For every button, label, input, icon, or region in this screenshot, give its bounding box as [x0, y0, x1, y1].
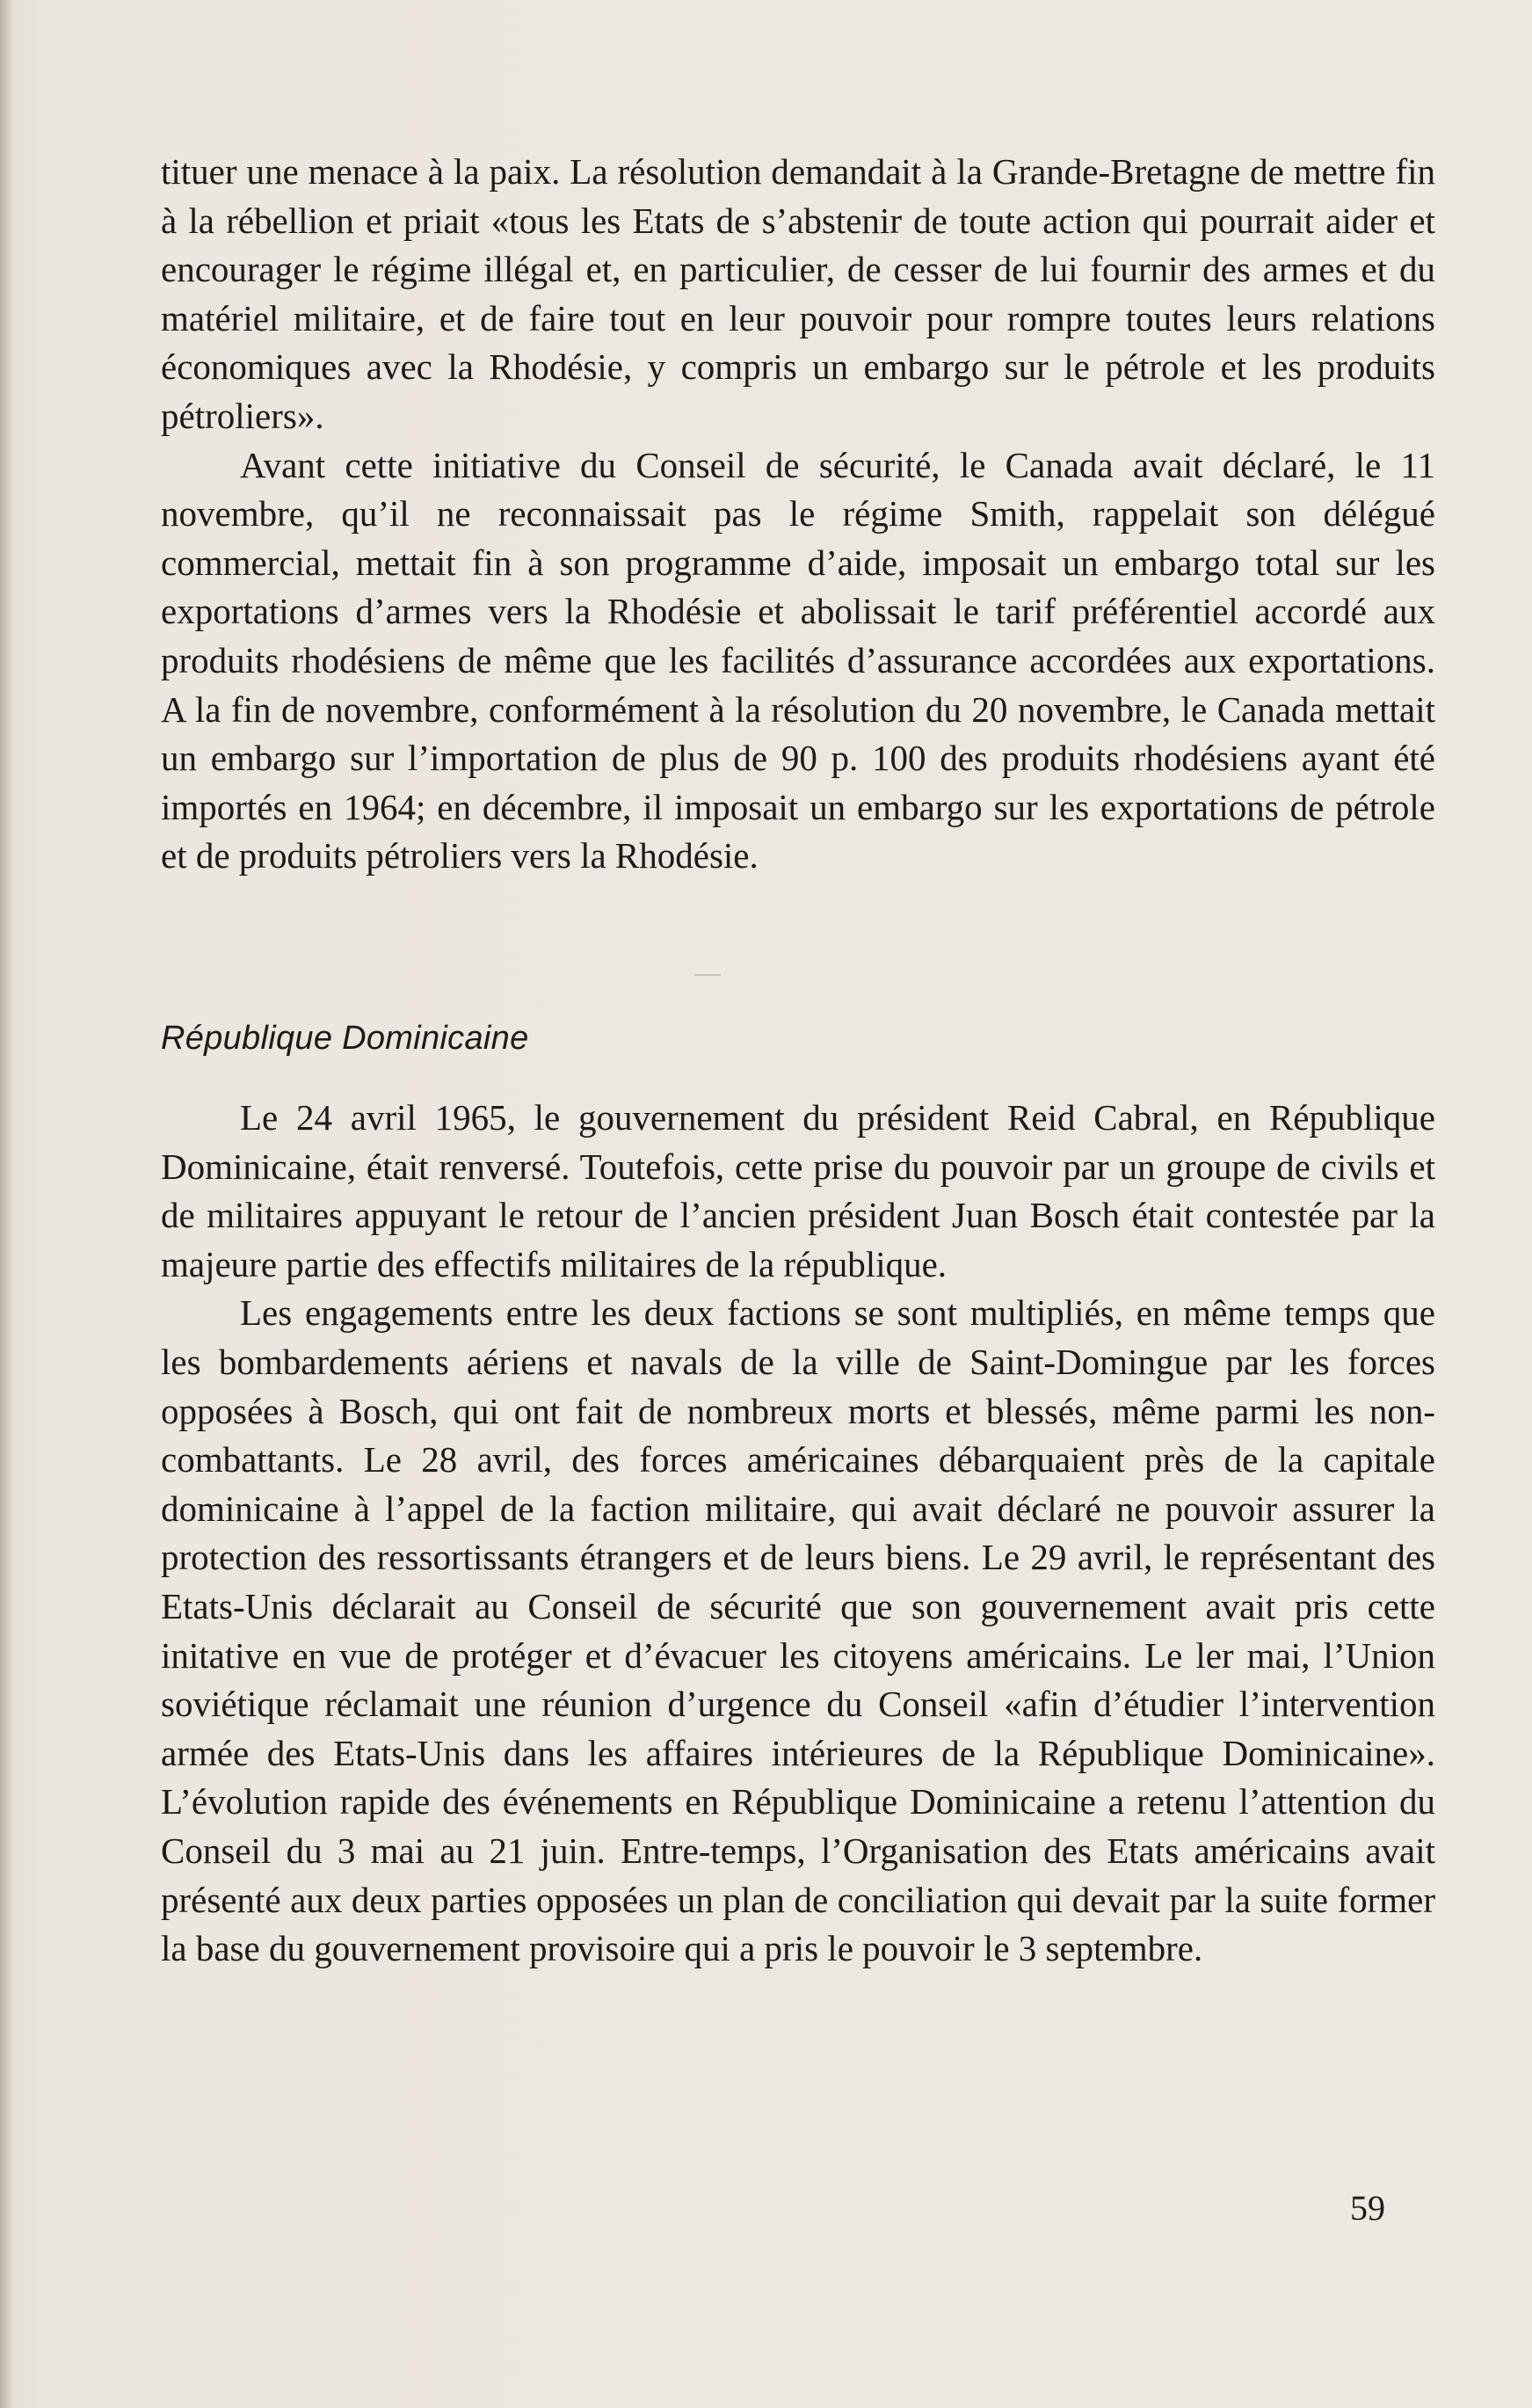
- body-text-top: [161, 148, 1435, 881]
- paragraph: Le 24 avril 1965, le gouvernement du président Reid Cabral, en République Dominicaine, était renversé. Toutefois, cette prise du pouvoir par un groupe de civils et de militaires appuyant le retour de l’ancien président Juan Bosch était contestée par la majeure partie des effectifs militaires de la république.: [161, 1097, 1435, 1284]
- paragraph: Les engagements entre les deux factions se sont multipliés, en même temps que les bombardements aériens et navals de la ville de Saint-Domingue par les forces opposées à Bosch, qui ont fait de nombreux morts et blessés, même parmi les non-combattants. Le 28 avril, des forces américaines débarquaient près de la capitale dominicaine à l’appel de la faction militaire, qui avait déclaré ne pouvoir assurer la protection des ressortissants étrangers et de leurs biens. Le 29 avril, le représentant des Etats-Unis déclarait au Conseil de sécurité que son gouvernement avait pris cette initative en vue de protéger et d’évacuer les citoyens américains. Le ler mai, l’Union soviétique réclamait une réunion d’urgence du Conseil «afin d’étudier l’intervention armée des Etats-Unis dans les affaires intérieures de la République Dominicaine». L’évolution rapide des événements en République Dominicaine a retenu l’attention du Conseil du 3 mai au 21 juin. Entre-temps, l’Organisation des Etats américains avait présenté aux deux parties opposées un plan de conciliation qui devait par la suite former la base du gouvernement provisoire qui a pris le pouvoir le 3 septembre.: [161, 1292, 1435, 1969]
- separator: [694, 974, 721, 976]
- paragraph: Avant cette initiative du Conseil de sécurité, le Canada avait déclaré, le 11 novembre, qu’il ne reconnaissait pas le régime Smith, rappelait son délégué commercial, mettait fin à son programme d’aide, imposait un embargo total sur les exportations d’armes vers la Rhodésie et abolissait le tarif préférentiel accordé aux produits rhodésiens de même que les facilités d’assurance accordées aux exportations. A la fin de novembre, conformément à la résolution du 20 novembre, le Canada mettait un embargo sur l’importation de plus de 90 p. 100 des produits rhodésiens ayant été importés en 1964; en décembre, il imposait un embargo sur les exportations de pétrole et de produits pétroliers vers la Rhodésie.: [161, 444, 1435, 877]
- binding-shadow: [0, 0, 12, 2408]
- section-heading: République Dominicaine: [161, 1020, 529, 1057]
- paragraph: tituer une menace à la paix. La résolution demandait à la Grande-Bretagne de mettre fin à la rébellion et priait «tous les Etats de s’abstenir de toute action qui pourrait aider et encourager le régime illégal et, en particulier, de cesser de lui fournir des armes et du matériel militaire, et de faire tout en leur pouvoir pour rompre toutes leurs relations économiques avec la Rhodésie, y compris un embargo sur le pétrole et les produits pétroliers».: [161, 151, 1435, 436]
- page-number: 59: [1350, 2188, 1385, 2228]
- body-text-bottom: [161, 1094, 1435, 1974]
